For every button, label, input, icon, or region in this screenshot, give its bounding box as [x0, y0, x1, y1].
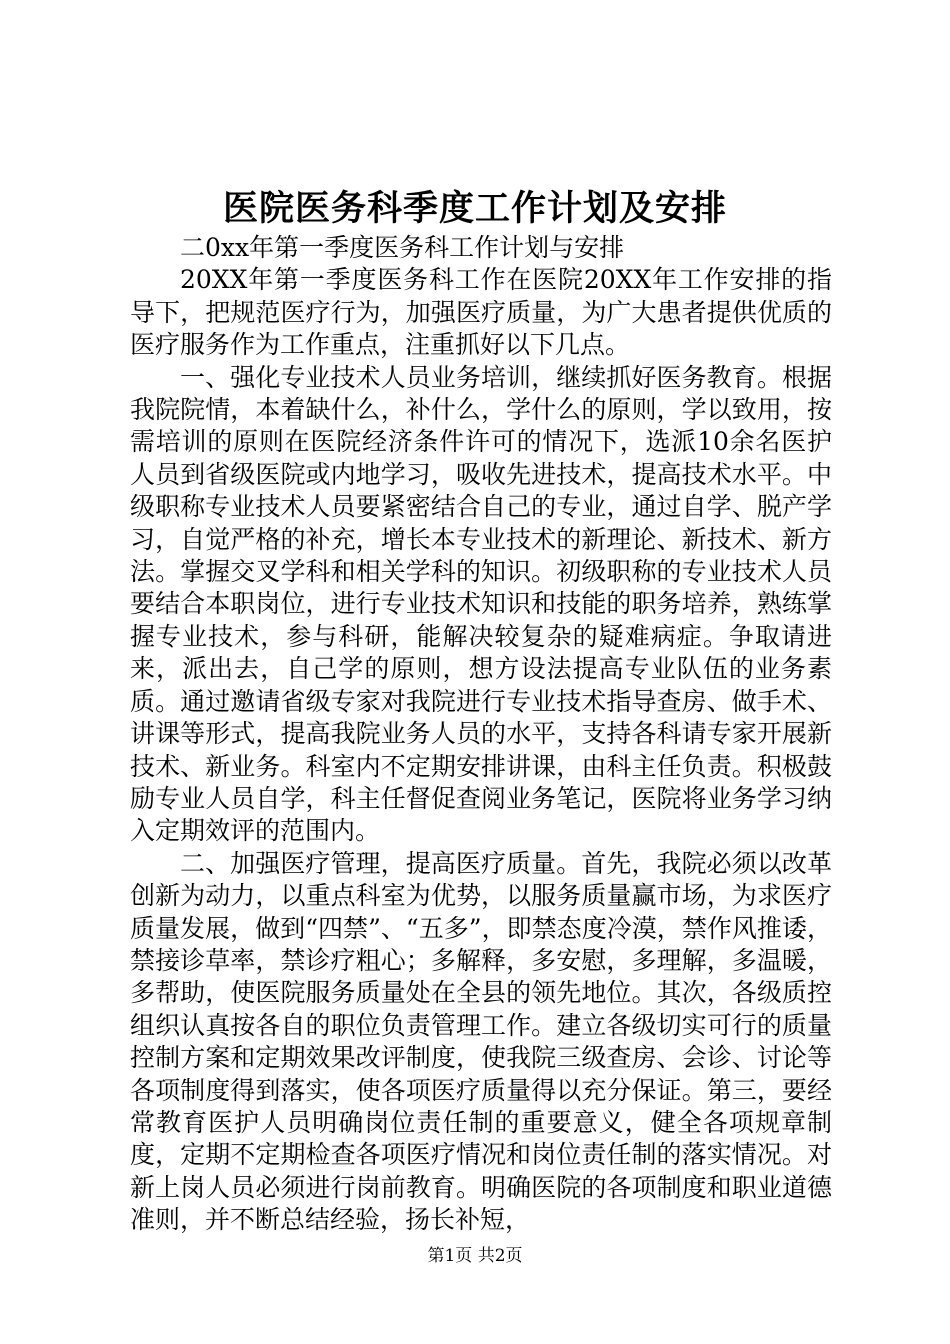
intro-paragraph: 20XX年第一季度医务科工作在医院20XX年工作安排的指导下，把规范医疗行为，加强医疗质量，为广大患者提供优质的医疗服务作为工作重点，注重抓好以下几点。 [130, 265, 832, 360]
document-body [130, 232, 832, 1237]
document-title: 医院医务科季度工作计划及安排 [222, 188, 727, 229]
subtitle-paragraph: 二0xx年第一季度医务科工作计划与安排 [180, 233, 625, 262]
section-one-paragraph: 一、强化专业技术人员业务培训，继续抓好医务教育。根据我院院情，本着缺什么，补什么，学什么的原则，学以致用，按需培训的原则在医院经济条件许可的情况下，选派10余名医护人员到省级医院或内地学习，吸收先进技术，提高技术水平。中级职称专业技术人员要紧密结合自己的专业，通过自学、脱产学习，自觉严格的补充，增长本专业技术的新理论、新技术、新方法。掌握交叉学科和相关学科的知识。初级职称的专业技术人员要结合本职岗位，进行专业技术知识和技能的职务培养，熟练掌握专业技术，参与科研，能解决较复杂的疑难病症。争取请进来，派出去，自己学的原则，想方设法提高专业队伍的业务素质。通过邀请省级专家对我院进行专业技术指导查房、做手术、讲课等形式，提高我院业务人员的水平，支持各科请专家开展新技术、新业务。科室内不定期安排讲课，由科主任负责。积极鼓励专业人员自学，科主任督促查阅业务笔记，医院将业务学习纳入定期效评的范围内。 [130, 362, 832, 846]
section-two-paragraph: 二、加强医疗管理，提高医疗质量。首先，我院必须以改革创新为动力，以重点科室为优势，以服务质量赢市场，为求医疗质量发展，做到“四禁”、“五多”，即禁态度冷漠，禁作风推诿，禁接诊草率，禁诊疗粗心；多解释，多安慰，多理解，多温暖，多帮助，使医院服务质量处在全县的领先地位。其次，各级质控组织认真按各自的职位负责管理工作。建立各级切实可行的质量控制方案和定期效果改评制度，使我院三级查房、会诊、讨论等各项制度得到落实，使各项医疗质量得以充分保证。第三，要经常教育医护人员明确岗位责任制的重要意义，健全各项规章制度，定期不定期检查各项医疗情况和岗位责任制的落实情况。对新上岗人员必须进行岗前教育。明确医院的各项制度和职业道德准则，并不断总结经验，扬长补短， [130, 848, 832, 1235]
page-number-footer: 第1页 共2页 [427, 1246, 523, 1266]
